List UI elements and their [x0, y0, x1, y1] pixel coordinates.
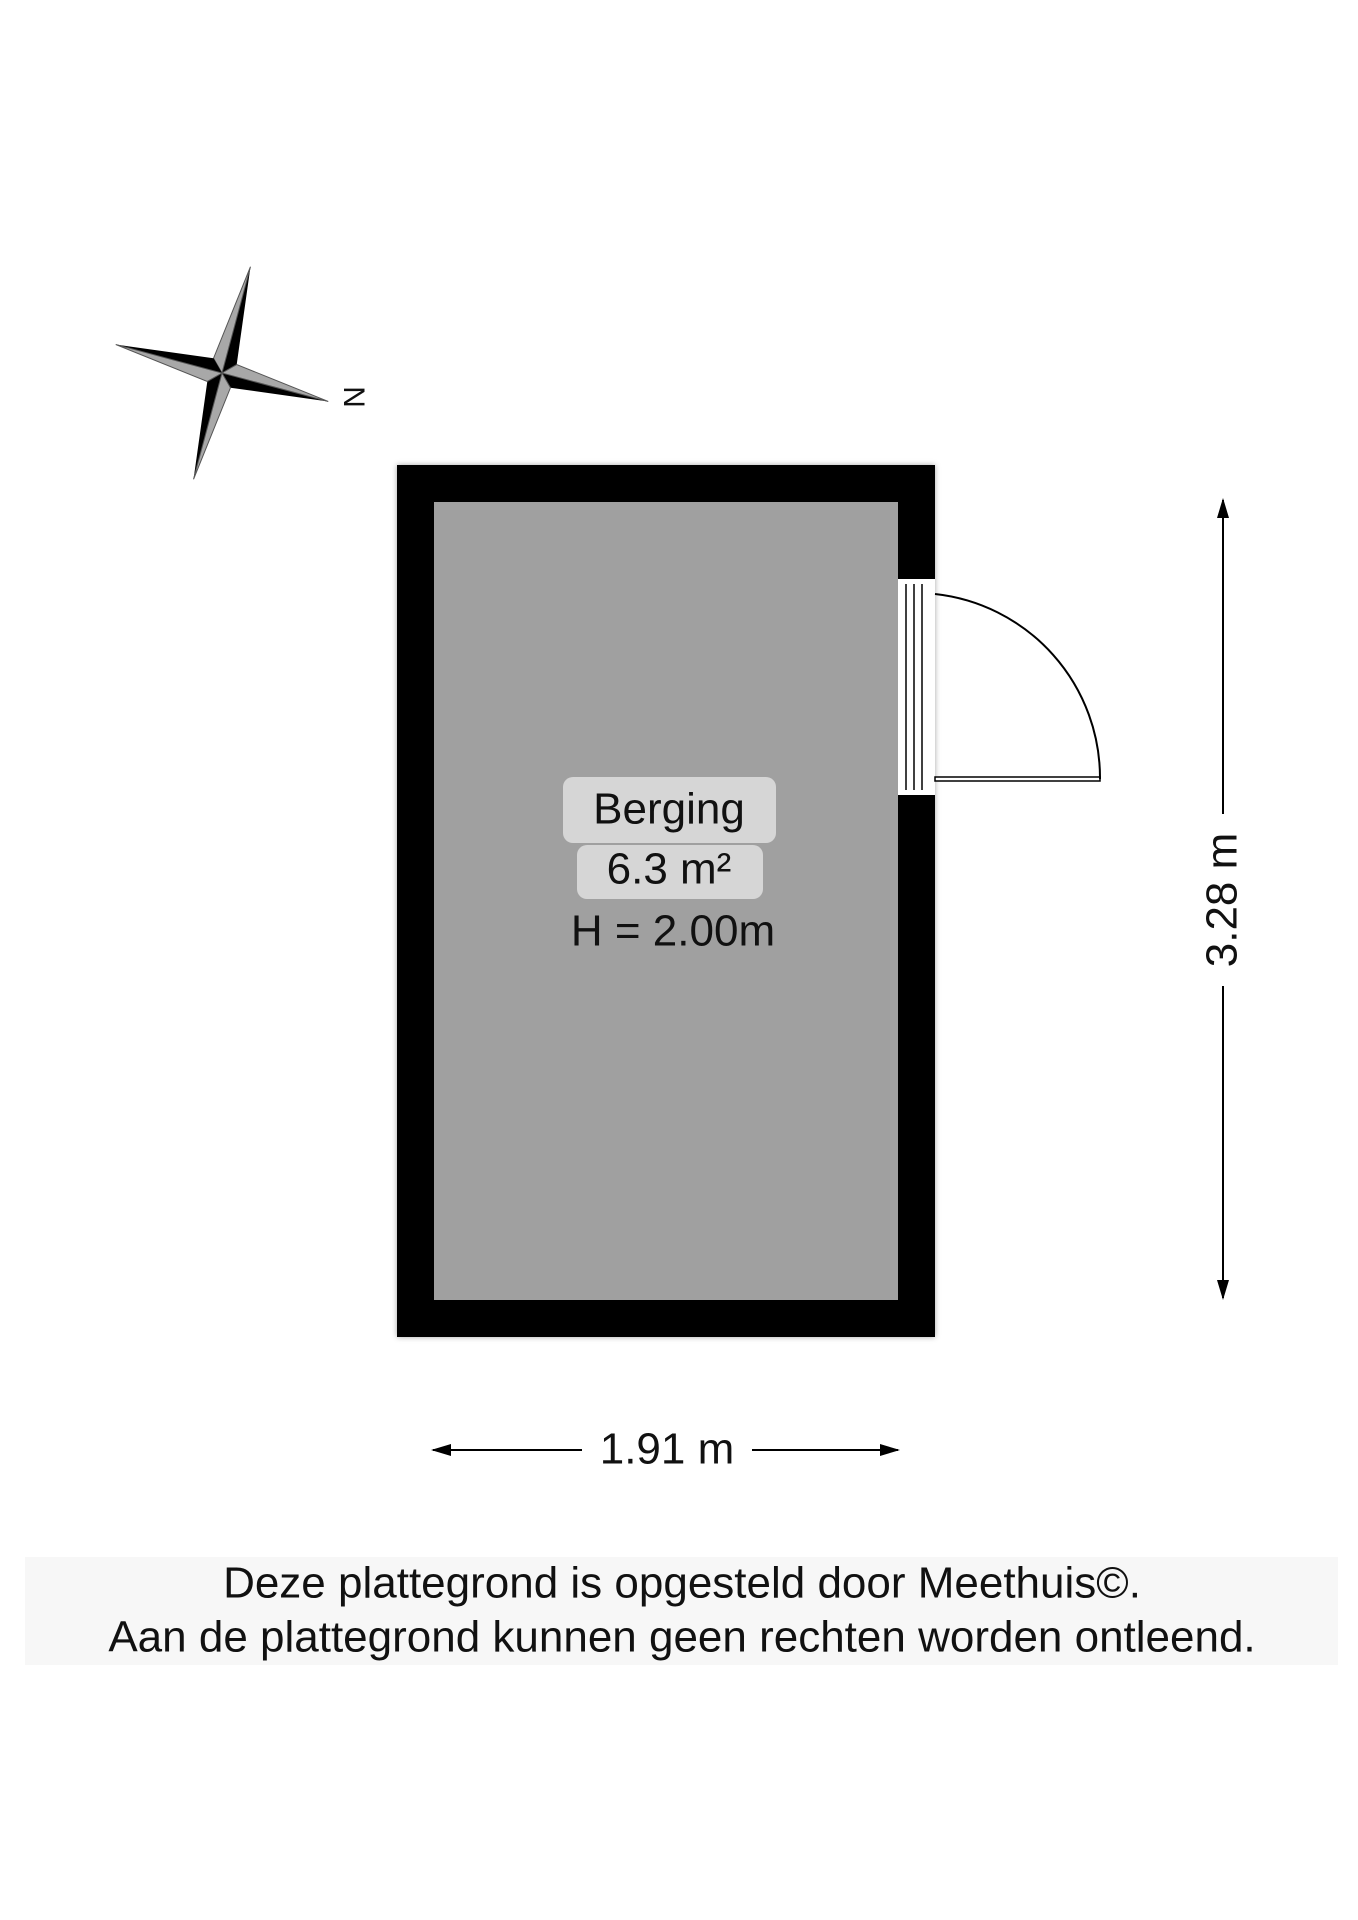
width-dimension-label: 1.91 m [599, 1424, 735, 1474]
room-name: Berging [593, 784, 745, 834]
room-floor [434, 502, 898, 1300]
door [898, 578, 1100, 796]
compass-rose [87, 238, 356, 507]
door-leaf [935, 777, 1100, 781]
disclaimer-line-2: Aan de plattegrond kunnen geen rechten worden ontleend. [108, 1612, 1256, 1662]
door-swing-arc [935, 594, 1100, 779]
door-opening [898, 578, 935, 796]
room-area: 6.3 m² [606, 844, 732, 894]
compass-north-label: N [337, 386, 371, 408]
room-height: H = 2.00m [570, 906, 776, 956]
disclaimer-line-1: Deze plattegrond is opgesteld door Meethuis©. [223, 1558, 1141, 1608]
length-dimension-label: 3.28 m [1197, 832, 1247, 968]
